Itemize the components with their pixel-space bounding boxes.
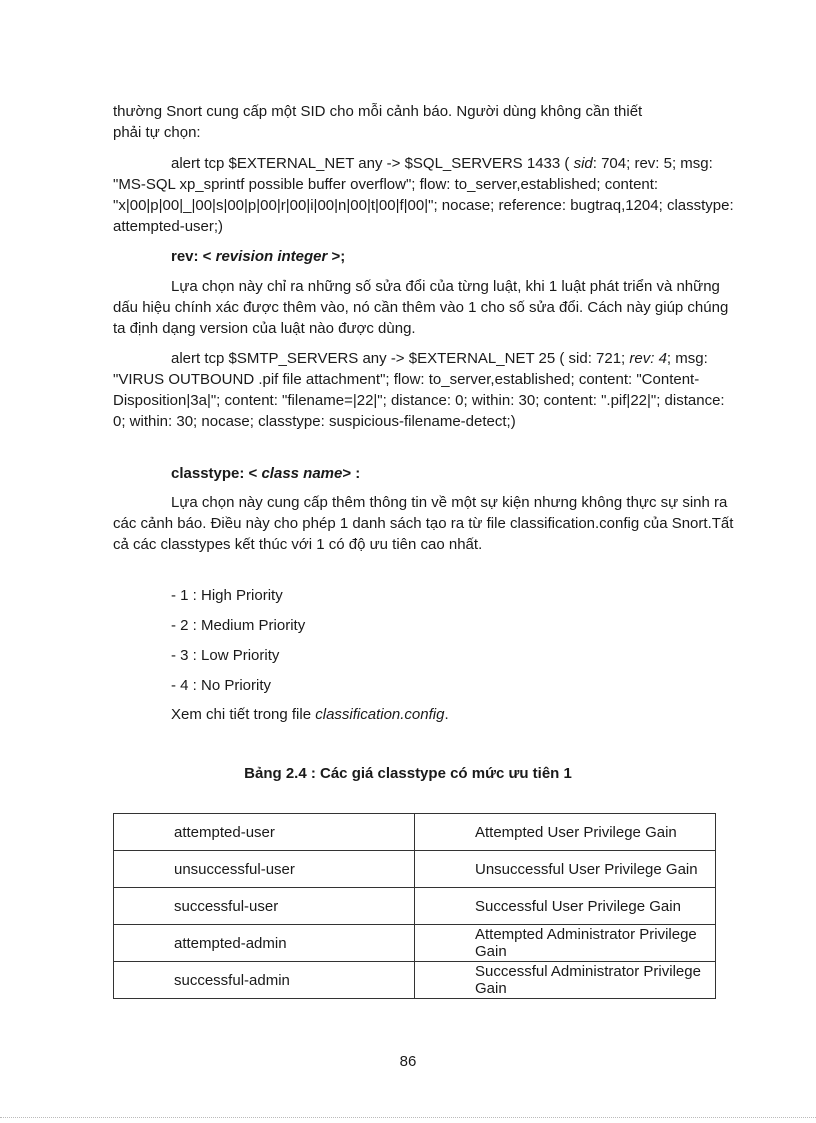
table-row [114, 814, 716, 851]
list-item: - 2 : Medium Priority [171, 617, 306, 634]
table-row [114, 888, 716, 925]
table-cell-name: attempted-admin [114, 925, 415, 962]
classtype-description: Lựa chọn này cung cấp thêm thông tin về một sự kiện nhưng không thực sự sinh ra các cảnh báo. Điều này cho phép 1 danh sách tạo ra từ file classification.config của Snort.Tất cả các classtypes kết thúc với 1 có độ ưu tiên cao nhất. [113, 494, 734, 553]
sid-keyword: sid [573, 155, 593, 172]
page-bottom-divider [0, 1117, 816, 1118]
rev-description: Lựa chọn này chỉ ra những số sửa đổi của từng luật, khi 1 luật phát triển và những dấu hiệu chính xác được thêm vào, nó cần thêm vào 1 cho số sửa đổi. Cách này giúp chúng ta định dạng version của luật nào được dùng. [113, 278, 729, 337]
table-row [114, 925, 716, 962]
rule-example-2: alert tcp $SMTP_SERVERS any -> $EXTERNAL_NET 25 ( sid: 721; rev: 4; msg: "VIRUS OUTBOUND .pif file attachment"; flow: to_server,established; content: "Content-Disposition|3a|"; content: "filename=|22|"; distance: 0; within: 30; content: ".pif|22|"; distance: 0; within: 30; nocase; classtype: suspicious-filename-detect;) [113, 350, 725, 430]
table-cell-desc: Successful User Privilege Gain [415, 888, 716, 925]
priority-list [171, 585, 305, 705]
classtype-table [113, 813, 716, 999]
config-filename: classification.config [315, 706, 445, 723]
intro-paragraph [113, 101, 738, 143]
classtype-heading: classtype: < class name> : [171, 465, 361, 482]
table-row [114, 962, 716, 999]
table-cell-name: successful-admin [114, 962, 415, 999]
table-cell-desc: Successful Administrator Privilege Gain [415, 962, 716, 999]
list-item: - 1 : High Priority [171, 587, 283, 604]
table-cell-name: attempted-user [114, 814, 415, 851]
table-cell-name: unsuccessful-user [114, 851, 415, 888]
page-number: 86 [399, 1053, 417, 1070]
rev-heading: rev: < revision integer >; [171, 248, 346, 265]
intro-line-2: phải tự chọn: [113, 124, 201, 141]
rule-example-1: alert tcp $EXTERNAL_NET any -> $SQL_SERVERS 1433 ( sid: 704; rev: 5; msg: "MS-SQL xp_sprintf possible buffer overflow"; flow: to_server,established; content: "x|00|p|00|_|00|s|00|p|00|r|00|i|00|n|00|t|00|f|00|"; nocase; reference: bugtraq,1204; classtype: attempted-user;) [113, 155, 734, 235]
table-cell-desc: Unsuccessful User Privilege Gain [415, 851, 716, 888]
list-item: - 3 : Low Priority [171, 647, 280, 664]
list-item: - 4 : No Priority [171, 677, 272, 694]
see-more-line: Xem chi tiết trong file classification.config. [171, 706, 449, 723]
intro-line-1: thường Snort cung cấp một SID cho mỗi cảnh báo. Người dùng không cần thiết [113, 103, 643, 120]
table-cell-desc: Attempted Administrator Privilege Gain [415, 925, 716, 962]
table-cell-name: successful-user [114, 888, 415, 925]
table-cell-desc: Attempted User Privilege Gain [415, 814, 716, 851]
table-row [114, 851, 716, 888]
table-caption: Bảng 2.4 : Các giá classtype có mức ưu tiên 1 [244, 765, 572, 782]
rev-keyword: rev: 4 [629, 350, 667, 367]
